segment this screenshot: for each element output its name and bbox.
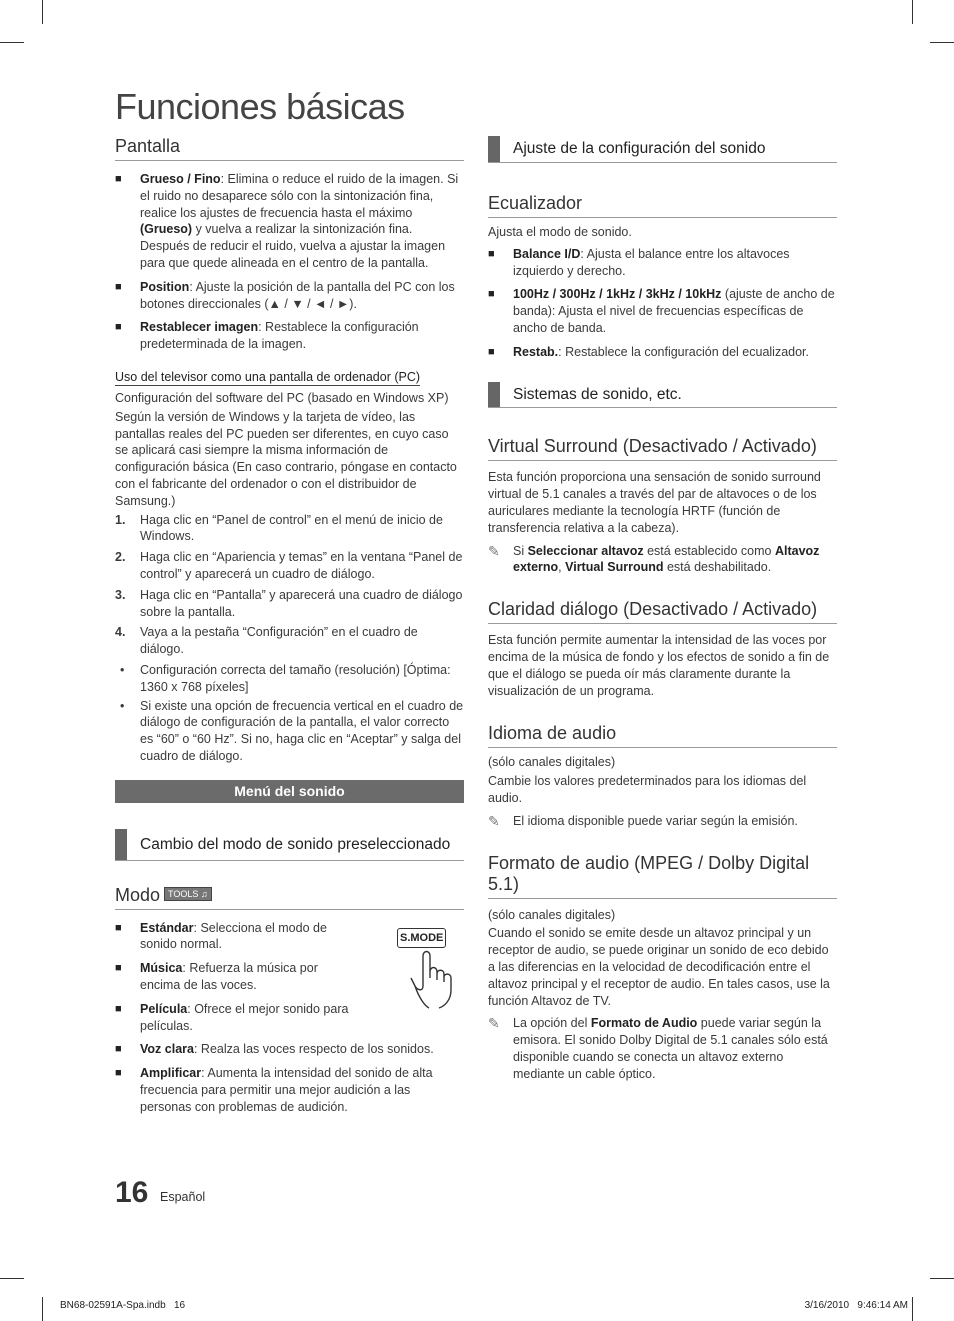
square-bullet-icon: ■	[115, 173, 122, 185]
print-file-info: BN68-02591A-Spa.indb 16	[60, 1300, 186, 1311]
list-item	[115, 920, 355, 954]
ia-text: Cambie los valores predeterminados para los idiomas del audio.	[488, 774, 807, 805]
crop-mark	[42, 0, 43, 24]
heading-bar	[488, 136, 500, 162]
section-title-ecualizador: Ecualizador	[488, 193, 837, 218]
right-column	[488, 136, 837, 1090]
dot-bullet-icon: •	[120, 698, 125, 713]
item-term: Grueso / Fino	[140, 172, 221, 186]
dot-item	[115, 698, 464, 765]
step-number: 1.	[115, 512, 126, 527]
note-text: El idioma disponible puede variar según la emisión.	[513, 813, 798, 828]
dot-text: Si existe una opción de frecuencia vertical en el cuadro de diálogo de configuración de la pantalla, el valor correcto es “60” o “60 Hz”. Si no, haga clic en “Aceptar” y salga del cuadro de diálogo.	[140, 698, 464, 763]
item-term: Amplificar	[140, 1066, 202, 1081]
fa-text: Cuando el sonido se emite desde un altavoz principal y un receptor de audio, se puede originar un sonido de eco debido a las diferencias en la velocidad de decodificación entre el altavoz principal y el receptor de audio. En tales casos, use la función Altavoz de TV.	[488, 926, 830, 1008]
item-term: Voz clara	[140, 1042, 194, 1057]
square-bullet-icon: ■	[488, 345, 495, 358]
section-title-idioma-audio: Idioma de audio	[488, 723, 837, 748]
list-item	[115, 319, 464, 353]
left-column	[115, 136, 464, 1123]
item-text: : Elimina o reduce el ruido de la imagen. Si el ruido no desaparece sólo con la sintonización fina, realice los ajustes de frecuencia hasta el máximo	[140, 172, 459, 220]
crop-mark	[0, 1278, 24, 1279]
item-text: : Refuerza la música por encima de las voces.	[140, 961, 318, 993]
note	[488, 813, 837, 830]
heading-bar	[115, 829, 127, 860]
list-item	[488, 246, 837, 280]
note-term: Altavoz externo	[513, 543, 820, 575]
item-term: Película	[140, 1001, 188, 1016]
print-datetime: 3/16/2010 9:46:14 AM	[804, 1300, 908, 1311]
crop-mark	[42, 1297, 43, 1321]
step-text: Vaya a la pestaña “Configuración” en el cuadro de diálogo.	[140, 625, 418, 657]
note	[488, 543, 837, 577]
item-term: Restablecer imagen	[140, 320, 259, 335]
page-number: 16	[115, 1176, 149, 1209]
step-number: 2.	[115, 550, 126, 565]
pc-heading: Uso del televisor como una pantalla de ordenador (PC)	[115, 369, 421, 384]
page-title: Funciones básicas	[115, 86, 405, 127]
pencil-note-icon: ✎	[488, 1015, 500, 1032]
tools-label: TOOLS	[168, 888, 199, 899]
square-bullet-icon: ■	[115, 1067, 122, 1080]
item-term: Position	[140, 279, 190, 294]
item-text: : Ofrece el mejor sonido para películas.	[140, 1001, 349, 1033]
pencil-note-icon: ✎	[488, 542, 500, 559]
smode-button-illustration	[395, 920, 465, 1010]
note-term: Virtual Surround	[565, 560, 664, 575]
item-text: : Restablece la configuración del ecualizador.	[558, 344, 810, 359]
note-text: está establecido como	[643, 543, 775, 558]
step-number: 3.	[115, 587, 126, 602]
note-term: Seleccionar altavoz	[527, 543, 644, 558]
square-bullet-icon: ■	[115, 1043, 122, 1056]
item-text: : Ajusta el balance entre los altavoces izquierdo y derecho.	[513, 246, 790, 278]
note-text: ,	[558, 560, 566, 575]
list-item	[115, 1001, 365, 1035]
dot-text: Configuración correcta del tamaño (resolución) [Óptima: 1360 x 768 píxeles]	[140, 662, 451, 694]
note	[488, 1015, 837, 1082]
numbered-step	[115, 512, 464, 546]
item-text: y vuelva a realizar la sintonización fina. Después de reducir el ruido, vuelva a ajustar la imagen para que quede alineada en el centro de la pantalla.	[140, 222, 446, 270]
list-item	[115, 1065, 464, 1115]
subsection-heading	[488, 136, 837, 163]
list-item	[115, 1041, 464, 1058]
step-text: Haga clic en “Panel de control” en el menú de inicio de Windows.	[140, 512, 443, 544]
dot-item	[115, 662, 464, 696]
cd-text: Esta función permite aumentar la intensidad de las voces por encima de la música de fondo y los efectos de sonido a fin de que el diálogo se pueda oír más claramente durante la visualización de un programa.	[488, 633, 830, 698]
heading-bar	[488, 382, 500, 408]
cambio-heading: Cambio del modo de sonido preseleccionado	[140, 835, 451, 853]
note-text: La opción del	[513, 1016, 591, 1031]
vs-text: Esta función proporciona una sensación de sonido surround virtual de 5.1 canales a través del par de altavoces o de los auriculares mediante la tecnología HRTF (función de transferencia relativa a la cabeza).	[488, 470, 821, 535]
crop-mark	[912, 0, 913, 24]
section-title-formato-audio: Formato de audio (MPEG / Dolby Digital 5.1)	[488, 853, 837, 899]
section-title-pantalla: Pantalla	[115, 136, 464, 161]
item-text: : Selecciona el modo de sonido normal.	[140, 920, 327, 952]
crop-mark	[0, 42, 24, 43]
step-number: 4.	[115, 625, 126, 640]
section-title-virtual-surround: Virtual Surround (Desactivado / Activado)	[488, 436, 837, 461]
crop-mark	[930, 1278, 954, 1279]
list-item	[488, 344, 837, 361]
step-text: Haga clic en “Pantalla” y aparecerá una cuadro de diálogo sobre la pantalla.	[140, 587, 463, 619]
footer-language: Español	[160, 1190, 206, 1204]
subsection-heading	[115, 829, 464, 861]
item-term: Restab.	[513, 344, 559, 359]
list-item	[115, 279, 464, 313]
note-term: Formato de Audio	[590, 1016, 698, 1031]
ia-sub: (sólo canales digitales)	[488, 755, 616, 770]
ajuste-heading: Ajuste de la configuración del sonido	[513, 140, 766, 157]
modo-list	[115, 920, 464, 1116]
note-text: Si	[513, 543, 528, 558]
tools-icon: TOOLS ♫	[164, 887, 212, 901]
crop-mark	[930, 42, 954, 43]
square-bullet-icon: ■	[115, 962, 122, 975]
square-bullet-icon: ■	[115, 321, 122, 334]
item-term: Estándar	[140, 920, 194, 935]
numbered-step	[115, 624, 464, 658]
note-text: puede variar según la emisora. El sonido Dolby Digital de 5.1 canales sólo está disponible cuando se conecta un altavoz externo mediante un cable óptico.	[513, 1016, 828, 1081]
pointing-hand-icon	[395, 920, 465, 1010]
square-bullet-icon: ■	[115, 921, 122, 934]
list-item	[115, 960, 355, 994]
pencil-note-icon: ✎	[488, 812, 500, 829]
item-term: (Grueso)	[140, 222, 193, 237]
subsection-heading	[488, 382, 837, 409]
item-term: 100Hz / 300Hz / 1kHz / 3kHz / 10kHz	[513, 287, 722, 302]
smode-label: S.MODE	[397, 928, 446, 948]
item-text: : Aumenta la intensidad del sonido de alta frecuencia para permitir una mejor audición a las personas con problemas de audición.	[140, 1066, 433, 1114]
square-bullet-icon: ■	[115, 280, 122, 293]
modo-title-text: Modo	[115, 884, 161, 905]
square-bullet-icon: ■	[488, 247, 495, 260]
numbered-step	[115, 587, 464, 621]
item-text: (ajuste de ancho de banda): Ajusta el nivel de frecuencias específicas de ancho de banda.	[513, 287, 835, 335]
section-title-modo	[115, 885, 464, 910]
fa-sub: (sólo canales digitales)	[488, 907, 616, 922]
item-text: : Realza las voces respecto de los sonidos.	[193, 1042, 434, 1057]
item-text: : Restablece la configuración predeterminada de la imagen.	[140, 320, 419, 352]
item-text: : Ajuste la posición de la pantalla del PC con los botones direccionales (▲ / ▼ / ◄ / ►).	[140, 279, 455, 311]
step-text: Haga clic en “Apariencia y temas” en la ventana “Panel de control” y aparecerá un cuadro de diálogo.	[140, 550, 463, 581]
section-title-claridad-dialogo: Claridad diálogo (Desactivado / Activado)	[488, 599, 837, 624]
square-bullet-icon: ■	[488, 288, 495, 301]
list-item	[115, 171, 464, 272]
square-bullet-icon: ■	[115, 1002, 122, 1015]
numbered-step	[115, 549, 464, 583]
dot-bullet-icon: •	[120, 662, 125, 677]
sistemas-heading: Sistemas de sonido, etc.	[513, 385, 682, 403]
note-text: está deshabilitado.	[663, 560, 772, 575]
item-term: Balance I/D	[513, 246, 581, 261]
list-item	[488, 286, 837, 336]
crop-mark	[912, 1297, 913, 1321]
pc-paragraph: Según la versión de Windows y la tarjeta de vídeo, las pantallas reales del PC pueden ser diferentes, en cuyo caso se aplicará casi siempre la misma información de configuración básica (En caso contrario, póngase en contacto con el fabricante del ordenador o con el distribuidor de Samsung.)	[115, 409, 457, 508]
item-term: Música	[140, 961, 183, 976]
menu-band: Menú del sonido	[115, 780, 464, 803]
pc-paragraph: Configuración del software del PC (basado en Windows XP)	[115, 390, 449, 405]
ecualizador-intro: Ajusta el modo de sonido.	[488, 224, 632, 239]
